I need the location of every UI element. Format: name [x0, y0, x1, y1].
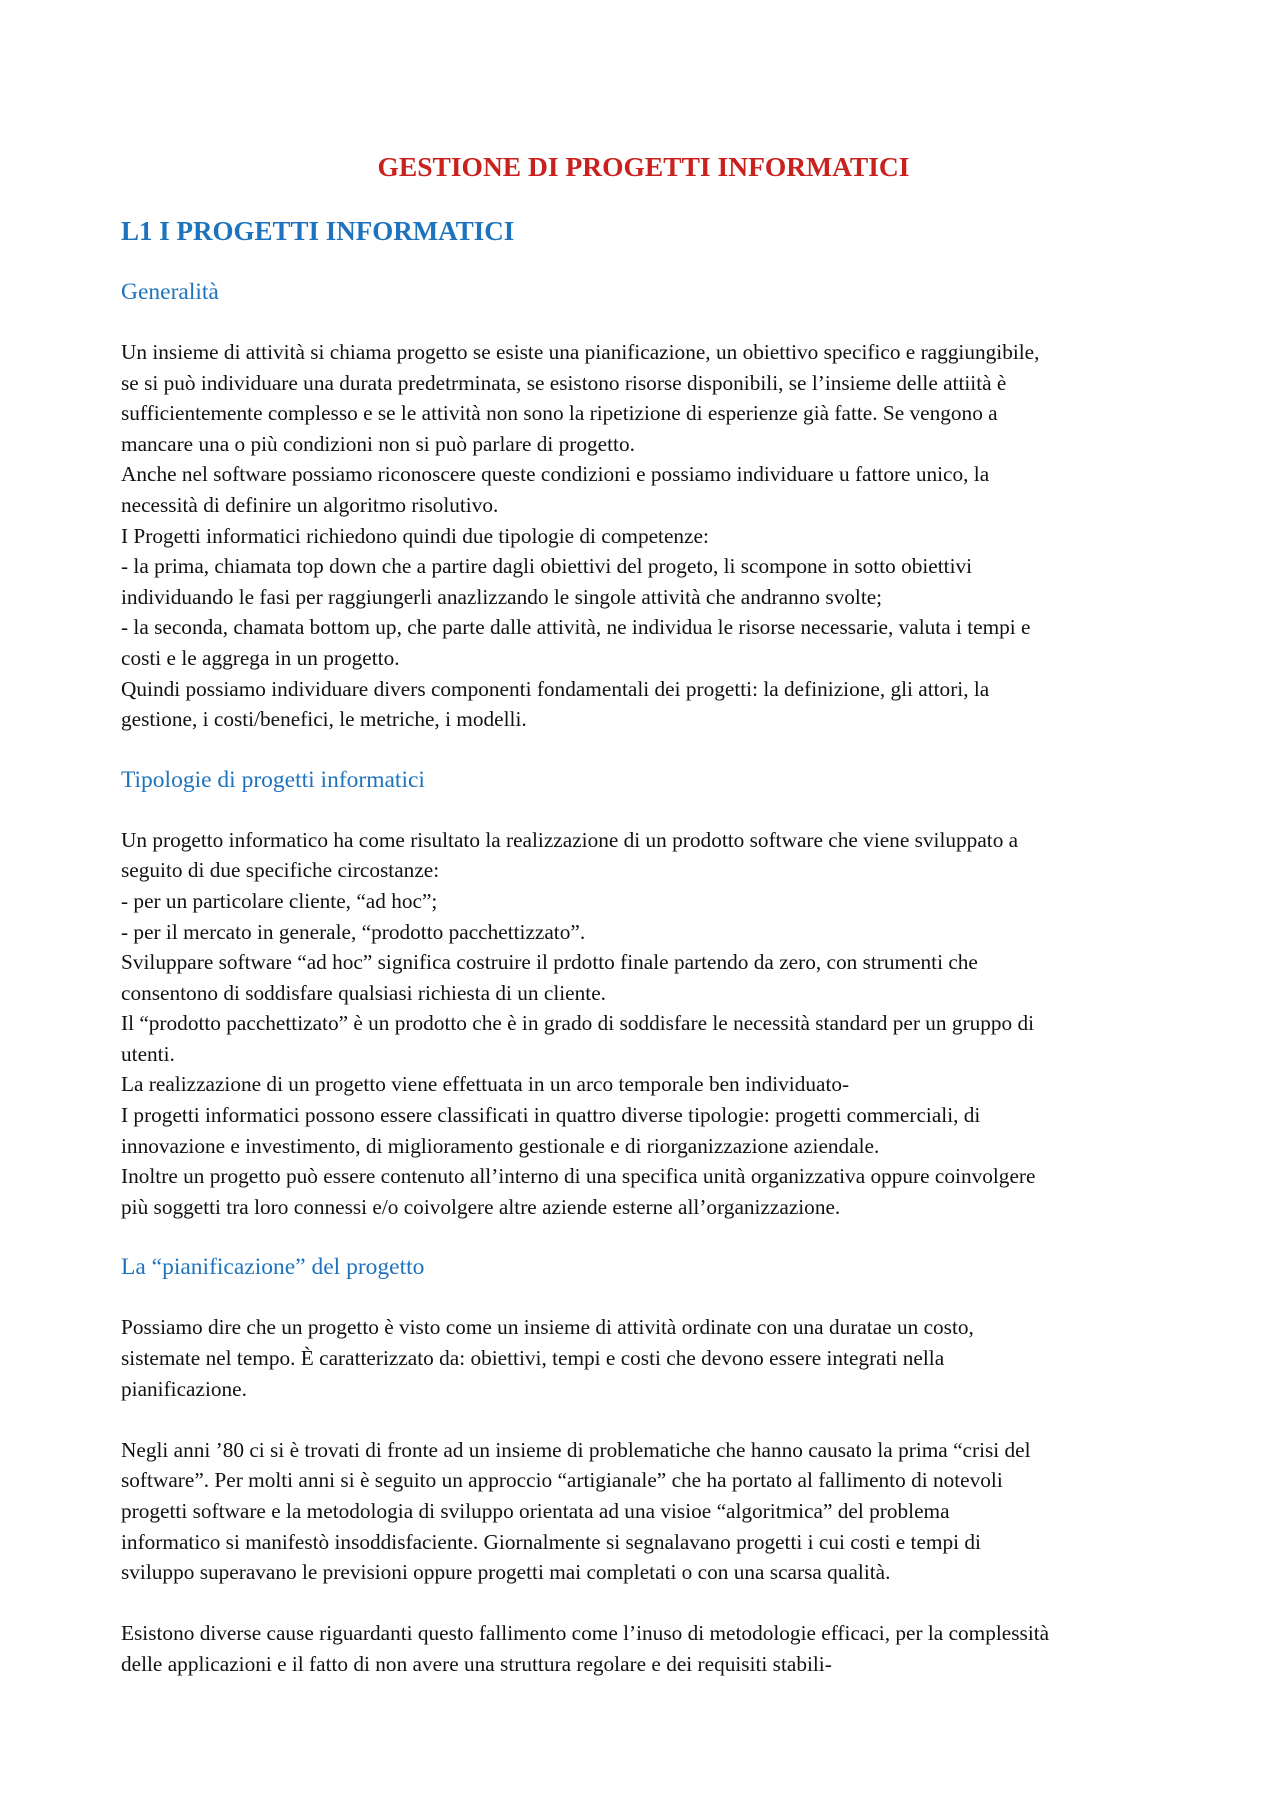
text-line: Quindi possiamo individuare divers componenti fondamentali dei progetti: la definizione, gli attori, la: [121, 676, 990, 701]
text-line: Il “prodotto pacchettizato” è un prodotto che è in grado di soddisfare le necessità standard per un gruppo di: [121, 1011, 1035, 1036]
section-heading-generalita: Generalità: [121, 279, 219, 305]
text-line: - per un particolare cliente, “ad hoc”;: [121, 888, 438, 913]
text-line: - la prima, chiamata top down che a partire dagli obiettivi del progeto, li scompone in sotto obiettivi: [121, 554, 973, 579]
text-line: - per il mercato in generale, “prodotto pacchettizzato”.: [121, 919, 586, 944]
text-line: innovazione e investimento, di miglioramento gestionale e di riorganizzazione aziendale.: [121, 1133, 880, 1158]
text-line: Un insieme di attività si chiama progetto se esiste una pianificazione, un obiettivo specifico e raggiungibile,: [121, 340, 1040, 364]
text-line: - la seconda, chamata bottom up, che parte dalle attività, ne individua le risorse necessarie, valuta i tempi e: [121, 615, 1031, 640]
text-line: più soggetti tra loro connessi e/o coivolgere altre aziende esterne all’organizzazione.: [121, 1194, 841, 1219]
section-body-generalita: [121, 337, 1166, 735]
section-heading-tipologie: Tipologie di progetti informatici: [121, 766, 425, 793]
text-line: Possiamo dire che un progetto è visto come un insieme di attività ordinate con una duratae un costo,: [121, 1315, 974, 1340]
text-line: necessità di definire un algoritmo risolutivo.: [121, 492, 499, 517]
chapter-heading: L1 I PROGETTI INFORMATICI: [121, 216, 515, 246]
text-line: informatico si manifestò insoddisfaciente. Giornalmente si segnalavano progetti i cui costi e tempi di: [121, 1529, 981, 1554]
text-line: sistemate nel tempo. È caratterizzato da: obiettivi, tempi e costi che devono essere integrati nella: [121, 1346, 945, 1371]
paragraph-gap: [121, 1404, 1166, 1435]
document-page: [121, 150, 1166, 1680]
text-line: Esistono diverse cause riguardanti questo fallimento come l’inuso di metodologie efficaci, per la complessità: [121, 1621, 1050, 1646]
text-line: progetti software e la metodologia di sviluppo orientata ad una visioe “algoritmica” del problema: [121, 1499, 950, 1523]
text-line: La realizzazione di un progetto viene effettuata in un arco temporale ben individuato-: [121, 1072, 850, 1097]
text-line: delle applicazioni e il fatto di non avere una struttura regolare e dei requisiti stabili-: [121, 1651, 832, 1676]
text-line: se si può individuare una durata predetrminata, se esistono risorse disponibili, se l’insieme delle attiità è: [121, 370, 1007, 395]
text-line: Un progetto informatico ha come risultato la realizzazione di un prodotto software che viene sviluppato a: [121, 827, 1019, 852]
text-line: individuando le fasi per raggiungerli anazlizzando le singole attività che andranno svolte;: [121, 584, 883, 609]
text-line: Negli anni ’80 ci si è trovati di fronte ad un insieme di problematiche che hanno causato la prima “crisi del: [121, 1437, 1031, 1462]
section-body-pianificazione: [121, 1312, 1166, 1679]
text-line: sviluppo superavano le previsioni oppure progetti mai completati o con una scarsa qualità.: [121, 1560, 891, 1585]
text-line: costi e le aggrega in un progetto.: [121, 645, 400, 670]
text-line: mancare una o più condizioni non si può parlare di progetto.: [121, 431, 635, 456]
section-body-tipologie: [121, 825, 1166, 1223]
text-line: sufficientemente complesso e se le attività non sono la ripetizione di esperienze già fatte. Se vengono a: [121, 401, 998, 426]
paragraph-gap: [121, 1588, 1166, 1619]
text-line: Inoltre un progetto può essere contenuto all’interno di una specifica unità organizzativa oppure coinvolgere: [121, 1164, 1036, 1189]
text-line: gestione, i costi/benefici, le metriche, i modelli.: [121, 707, 527, 732]
text-line: Anche nel software possiamo riconoscere queste condizioni e possiamo individuare u fattore unico, la: [121, 462, 990, 487]
text-line: seguito di due specifiche circostanze:: [121, 858, 440, 883]
text-line: utenti.: [121, 1041, 175, 1066]
text-line: I progetti informatici possono essere classificati in quattro diverse tipologie: progetti commerciali, di: [121, 1103, 981, 1128]
text-line: pianificazione.: [121, 1376, 247, 1401]
text-line: I Progetti informatici richiedono quindi due tipologie di competenze:: [121, 523, 709, 548]
text-line: consentono di soddisfare qualsiasi richiesta di un cliente.: [121, 980, 606, 1005]
text-line: software”. Per molti anni si è seguito un approccio “artigianale” che ha portato al fallimento di notevoli: [121, 1468, 1003, 1493]
text-line: Sviluppare software “ad hoc” significa costruire il prdotto finale partendo da zero, con strumenti che: [121, 950, 978, 975]
section-heading-pianificazione: La “pianificazione” del progetto: [121, 1254, 425, 1281]
document-title: GESTIONE DI PROGETTI INFORMATICI: [377, 151, 910, 182]
